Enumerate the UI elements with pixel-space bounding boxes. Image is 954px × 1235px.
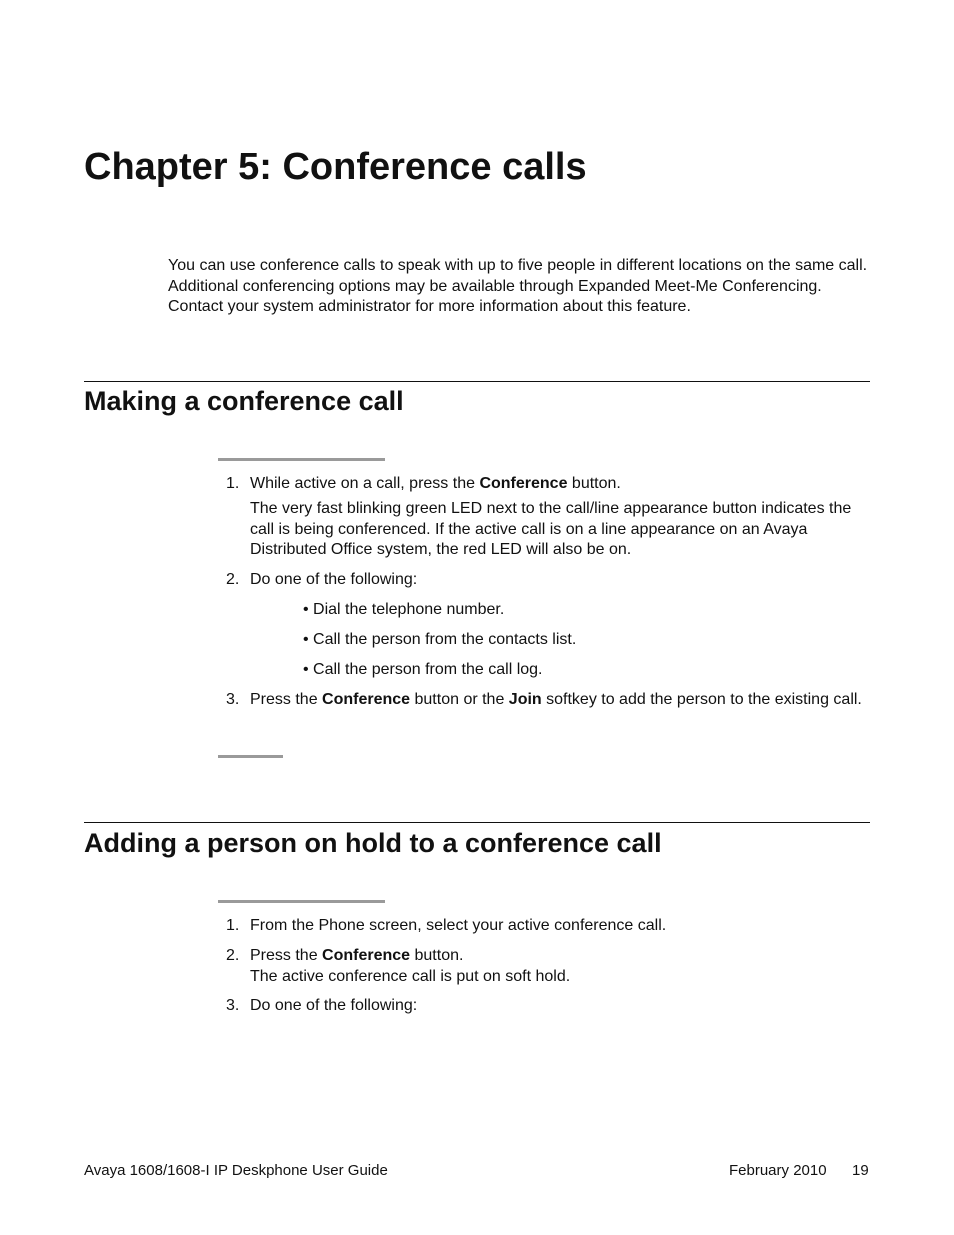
intro-paragraph: You can use conference calls to speak with up to five people in different locations on the same call. Additional conferencing options may be available through Expanded Meet-Me Conferencing. Contact your system administrator for more information about this feature. xyxy=(168,257,868,315)
footer-guide-title: Avaya 1608/1608-I IP Deskphone User Guide xyxy=(84,1162,388,1179)
step-number: 2. xyxy=(226,947,240,964)
step-text: Press the Conference button or the Join softkey to add the person to the existing call. xyxy=(250,691,862,708)
step-text: From the Phone screen, select your active conference call. xyxy=(250,917,667,934)
bullet-item: • Dial the telephone number. xyxy=(303,601,505,618)
section-divider xyxy=(84,381,870,382)
step-text: While active on a call, press the Conference button. xyxy=(250,475,621,492)
procedure-end-bar xyxy=(218,755,283,758)
procedure-start-bar xyxy=(218,900,385,903)
bullet-item: • Call the person from the contacts list. xyxy=(303,631,577,648)
step-number: 2. xyxy=(226,571,240,588)
section-title-adding-hold: Adding a person on hold to a conference call xyxy=(84,828,662,858)
step-detail: The active conference call is put on soft hold. xyxy=(250,967,571,985)
step-number: 1. xyxy=(226,917,240,934)
step-number: 3. xyxy=(226,691,240,708)
bullet-item: • Call the person from the call log. xyxy=(303,661,543,678)
procedure-start-bar xyxy=(218,458,385,461)
step-text: Do one of the following: xyxy=(250,997,418,1014)
step-detail: The very fast blinking green LED next to the call/line appearance button indicates the call is being conferenced. If the active call is on a line appearance on an Avaya Distributed Office system, the red LED will also be on. xyxy=(250,500,852,558)
step-number: 3. xyxy=(226,997,240,1014)
section-title-making-conference: Making a conference call xyxy=(84,386,404,416)
footer-page-number: 19 xyxy=(852,1162,869,1179)
step-number: 1. xyxy=(226,475,240,492)
step-text: Press the Conference button. The active conference call is put on soft hold. xyxy=(250,947,571,985)
section-divider xyxy=(84,822,870,823)
chapter-title: Chapter 5: Conference calls xyxy=(84,146,587,188)
step-text: Do one of the following: xyxy=(250,571,418,588)
footer-date: February 2010 xyxy=(729,1162,827,1179)
